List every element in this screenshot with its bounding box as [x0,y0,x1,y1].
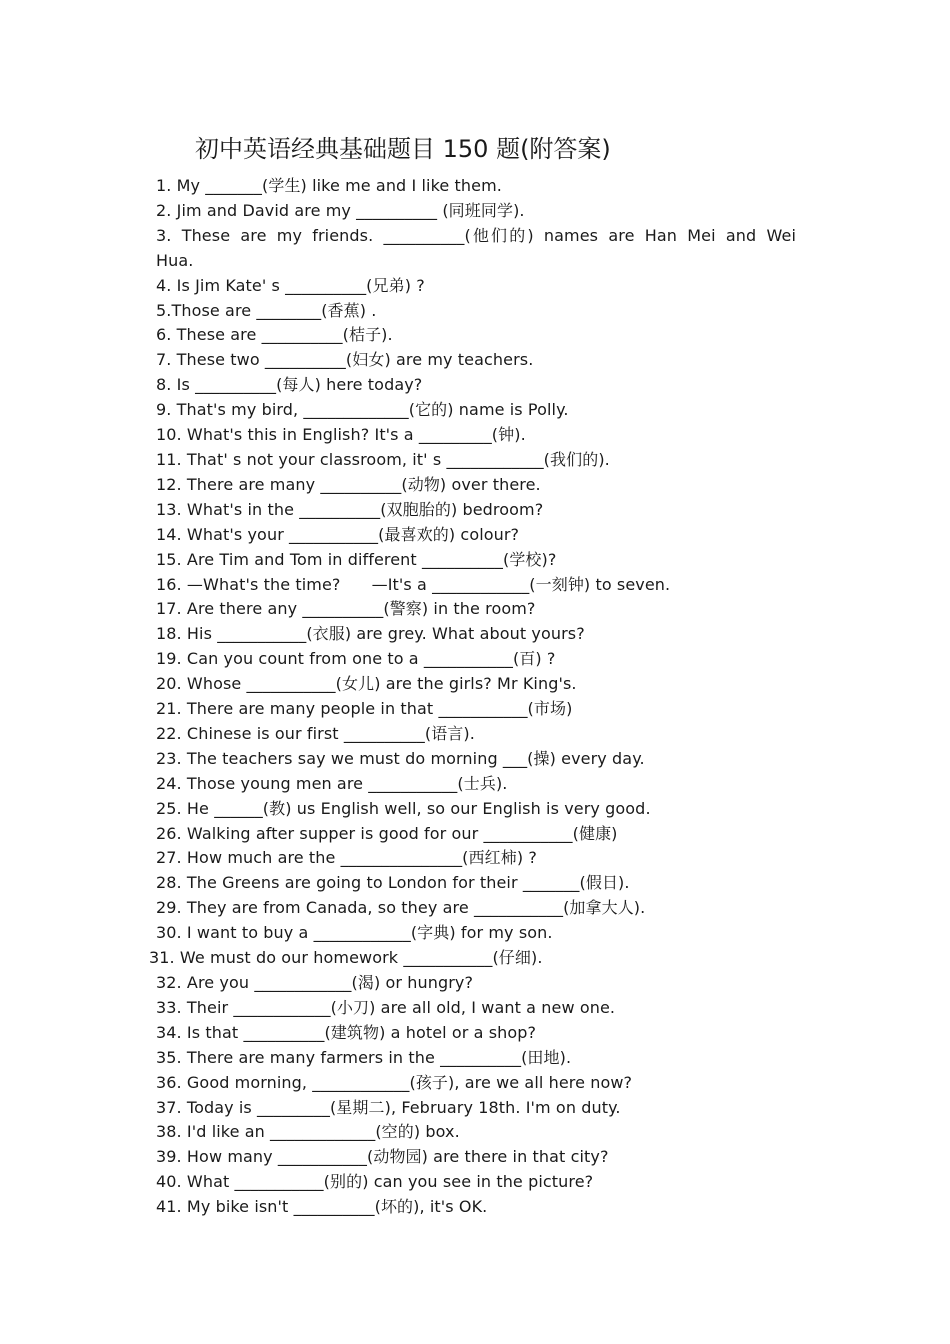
question-item: 7. These two __________(妇女) are my teachers. [156,350,534,370]
question-item: 19. Can you count from one to a ___________(百) ? [156,649,556,669]
question-item: 24. Those young men are ___________(士兵). [156,773,508,793]
question-item: 29. They are from Canada, so they are ___________(加拿大人). [156,898,646,918]
question-item: 5.Those are ________(香蕉) . [156,300,377,320]
question-item: 23. The teachers say we must do morning ___(操) every day. [156,748,645,768]
question-item: 9. That's my bird, _____________(它的) name is Polly. [156,400,569,420]
question-item: 38. I'd like an _____________(空的) box. [156,1122,460,1142]
question-item: 3. These are my friends. __________(他们的) names are Han Mei and Wei Hua. [156,225,796,270]
question-list [149,174,796,1220]
question-item: 40. What ___________(别的) can you see in the picture? [156,1172,594,1192]
question-item: 39. How many ___________(动物园) are there in that city? [156,1147,609,1167]
question-item: 37. Today is _________(星期二), February 18th. I'm on duty. [156,1097,621,1117]
question-item: 41. My bike isn't __________(坏的), it's OK. [156,1197,488,1217]
question-item: 14. What's your ___________(最喜欢的) colour? [156,524,520,544]
question-item: 28. The Greens are going to London for their _______(假日). [156,873,630,893]
question-item: 10. What's this in English? It's a _________(钟). [156,425,526,445]
question-item: 17. Are there any __________(警察) in the room? [156,599,536,619]
question-item: 36. Good morning, ____________(孩子), are we all here now? [156,1072,633,1092]
question-item: 8. Is __________(每人) here today? [156,375,423,395]
question-item: 1. My _______(学生) like me and I like them. [156,176,502,195]
question-item: 18. His ___________(衣服) are grey. What about yours? [156,624,585,644]
document-title: 初中英语经典基础题目 150 题(附答案) [195,135,611,163]
question-item: 4. Is Jim Kate' s __________(兄弟) ? [156,275,425,295]
question-item: 16. —What's the time? —It's a ____________(一刻钟) to seven. [156,574,671,594]
question-item: 34. Is that __________(建筑物) a hotel or a shop? [156,1022,537,1042]
question-item: 6. These are __________(桔子). [156,325,393,345]
question-item: 12. There are many __________(动物) over there. [156,474,541,494]
question-item: 26. Walking after supper is good for our ___________(健康) [156,823,618,843]
question-item: 31. We must do our homework ___________(仔细). [149,948,543,968]
question-item: 33. Their ____________(小刀) are all old, I want a new one. [156,997,616,1017]
question-item: 21. There are many people in that ___________(市场) [156,699,573,719]
question-item: 27. How much are the _______________(西红柿) ? [156,848,537,868]
question-item: 22. Chinese is our first __________(语言). [156,723,475,743]
question-item: 30. I want to buy a ____________(字典) for my son. [156,923,553,943]
question-item: 25. He ______(教) us English well, so our English is very good. [156,798,651,818]
question-item: 11. That' s not your classroom, it' s ____________(我们的). [156,449,610,469]
question-item: 13. What's in the __________(双胞胎的) bedroom? [156,499,544,519]
question-item: 35. There are many farmers in the __________(田地). [156,1047,572,1067]
question-item: 15. Are Tim and Tom in different __________(学校)? [156,549,557,569]
question-item: 32. Are you ____________(渴) or hungry? [156,973,474,992]
question-item: 2. Jim and David are my __________ (同班同学). [156,200,525,220]
question-item: 20. Whose ___________(女儿) are the girls? Mr King's. [156,674,577,694]
